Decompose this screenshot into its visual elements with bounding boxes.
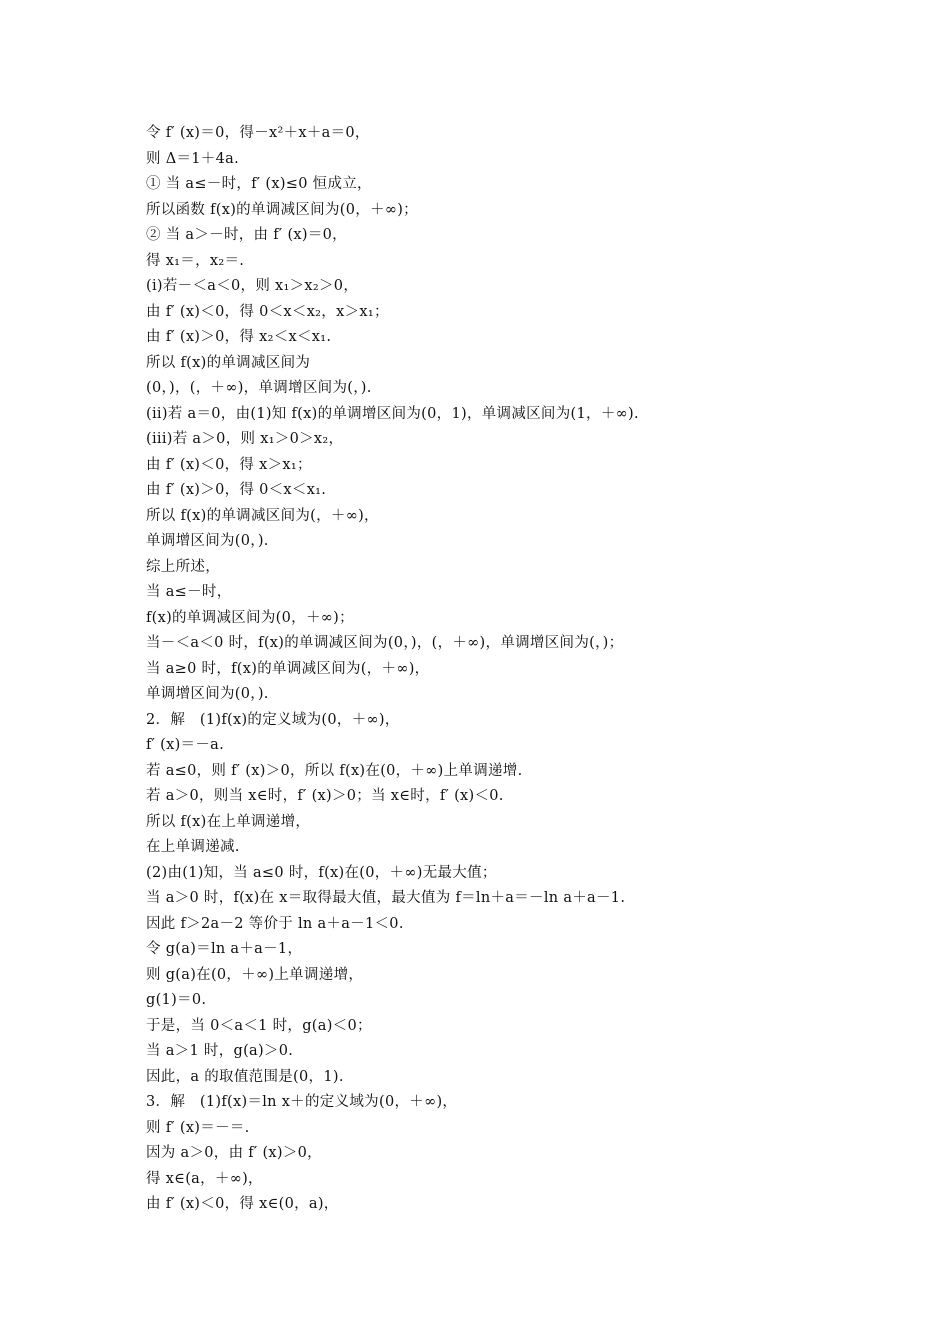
text-line: 由 f′ (x)＜0，得 x＞x₁；	[146, 456, 312, 473]
text-line: 在上单调递减.	[146, 839, 240, 855]
text-line: 由 f′ (x)＜0，得 0＜x＜x₂，x＞x₁；	[146, 303, 389, 320]
text-line: (i)若－＜a＜0，则 x₁＞x₂＞0，	[146, 278, 359, 294]
text-line: 所以 f(x)在上单调递增，	[146, 813, 311, 830]
text-line: 所以 f(x)的单调减区间为(，＋∞)，	[146, 507, 379, 524]
text-line: 所以函数 f(x)的单调减区间为(0，＋∞)；	[146, 201, 418, 218]
text-line: 因为 a＞0，由 f′ (x)＞0，	[146, 1145, 322, 1161]
text-line: f′ (x)＝－a.	[146, 737, 225, 753]
text-line: 综上所述，	[146, 558, 220, 575]
text-line: 当 a≥0 时，f(x)的单调减区间为(，＋∞)，	[146, 660, 430, 677]
text-line: 当－＜a＜0 时，f(x)的单调减区间为(0，)，(，＋∞)，单调增区间为(，)；	[146, 635, 624, 651]
document-body	[146, 121, 866, 1218]
text-line: 令 g(a)＝ln a＋a－1，	[146, 941, 303, 957]
text-line: (ii)若 a＝0，由(1)知 f(x)的单调增区间为(0，1)，单调减区间为(1，＋∞).	[146, 405, 639, 422]
text-line: 单调增区间为(0，).	[146, 533, 269, 549]
text-line: 由 f′ (x)＜0，得 x∈(0，a)，	[146, 1196, 339, 1212]
text-line: 所以 f(x)的单调减区间为	[146, 354, 311, 371]
text-line: 2．解 (1)f(x)的定义域为(0，＋∞)，	[146, 711, 400, 728]
text-line: 当 a≤－时，	[146, 584, 232, 600]
text-line: 当 a＞0 时，f(x)在 x＝取得最大值，最大值为 f＝ln＋a＝－ln a＋a－1.	[146, 890, 626, 906]
text-line: 因此，a 的取值范围是(0，1).	[146, 1068, 344, 1085]
text-line: ② 当 a＞－时，由 f′ (x)＝0，	[146, 227, 347, 243]
text-line: ① 当 a≤－时，f′ (x)≤0 恒成立，	[146, 176, 372, 192]
text-line: 由 f′ (x)＞0，得 x₂＜x＜x₁.	[146, 329, 332, 345]
text-line: 若 a＞0，则当 x∈时，f′ (x)＞0；当 x∈时，f′ (x)＜0.	[146, 788, 504, 804]
text-line: f(x)的单调减区间为(0，＋∞)；	[146, 609, 354, 626]
text-line: (2)由(1)知，当 a≤0 时，f(x)在(0，＋∞)无最大值；	[146, 864, 497, 881]
text-line: 当 a＞1 时，g(a)＞0.	[146, 1043, 294, 1059]
text-line: 得 x∈(a，＋∞)，	[146, 1170, 263, 1187]
text-line: 得 x₁＝，x₂＝.	[146, 252, 245, 269]
text-line: (0，)，(，＋∞)，单调增区间为(，).	[146, 380, 372, 396]
text-line: 因此 f＞2a－2 等价于 ln a＋a－1＜0.	[146, 915, 404, 932]
text-line: 3．解 (1)f(x)＝ln x＋的定义域为(0，＋∞)，	[146, 1094, 458, 1110]
text-line: 则 f′ (x)＝－＝.	[146, 1119, 250, 1136]
text-line: 令 f′ (x)＝0，得－x²＋x＋a＝0，	[146, 125, 370, 141]
text-line: 则 g(a)在(0，＋∞)上单调递增，	[146, 966, 364, 983]
text-line: 单调增区间为(0，).	[146, 686, 269, 702]
text-line: 于是，当 0＜a＜1 时，g(a)＜0；	[146, 1017, 372, 1034]
text-line: 若 a≤0，则 f′ (x)＞0，所以 f(x)在(0，＋∞)上单调递增.	[146, 762, 523, 779]
text-line: g(1)＝0.	[146, 992, 207, 1008]
text-line: 则 Δ＝1＋4a.	[146, 150, 239, 167]
text-line: 由 f′ (x)＞0，得 0＜x＜x₁.	[146, 482, 327, 498]
text-line: (iii)若 a＞0，则 x₁＞0＞x₂，	[146, 431, 344, 447]
